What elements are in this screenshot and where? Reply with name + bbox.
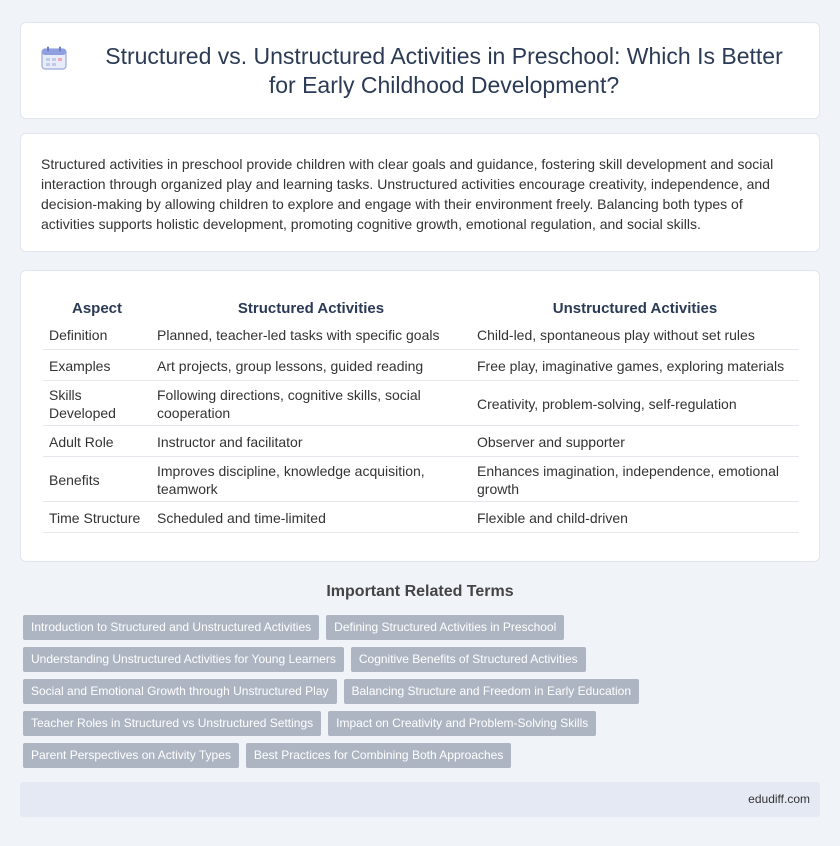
related-term-tag[interactable]: Impact on Creativity and Problem-Solving Skills — [328, 711, 596, 736]
table-cell: Planned, teacher-led tasks with specific goals — [151, 321, 471, 350]
table-cell: Creativity, problem-solving, self-regulation — [471, 383, 799, 426]
table-cell: Definition — [43, 321, 151, 350]
table-row — [43, 321, 799, 350]
related-term-tag[interactable]: Teacher Roles in Structured vs Unstructured Settings — [23, 711, 321, 736]
table-cell: Flexible and child-driven — [471, 504, 799, 533]
table-cell: Art projects, group lessons, guided reading — [151, 352, 471, 381]
table-cell: Improves discipline, knowledge acquisition, teamwork — [151, 459, 471, 502]
table-cell: Instructor and facilitator — [151, 428, 471, 457]
table-cell: Adult Role — [43, 428, 151, 457]
table-cell: Enhances imagination, independence, emotional growth — [471, 459, 799, 502]
related-term-tag[interactable]: Balancing Structure and Freedom in Early Education — [344, 679, 640, 704]
related-terms-heading: Important Related Terms — [326, 583, 514, 600]
comparison-table — [43, 295, 799, 535]
table-cell: Time Structure — [43, 504, 151, 533]
table-row — [43, 459, 799, 502]
table-cell: Following directions, cognitive skills, social cooperation — [151, 383, 471, 426]
table-row — [43, 428, 799, 457]
related-term-tag[interactable]: Understanding Unstructured Activities for Young Learners — [23, 647, 344, 672]
table-cell: Child-led, spontaneous play without set rules — [471, 321, 799, 350]
footer-site-link[interactable]: edudiff.com — [748, 792, 810, 806]
related-term-tag[interactable]: Defining Structured Activities in Preschool — [326, 615, 564, 640]
related-term-tag[interactable]: Best Practices for Combining Both Approaches — [246, 743, 511, 768]
header-unstructured: Unstructured Activities — [552, 299, 718, 317]
table-row — [43, 504, 799, 533]
related-term-tag[interactable]: Parent Perspectives on Activity Types — [23, 743, 239, 768]
title-card — [20, 22, 820, 119]
calendar-icon — [41, 46, 67, 70]
table-cell: Benefits — [43, 459, 151, 502]
table-row — [43, 352, 799, 381]
comparison-card — [20, 270, 820, 562]
header-aspect: Aspect — [71, 299, 123, 317]
table-cell: Examples — [43, 352, 151, 381]
table-row — [43, 383, 799, 426]
footer — [20, 782, 820, 817]
related-term-tag[interactable]: Introduction to Structured and Unstructured Activities — [23, 615, 319, 640]
related-term-tag[interactable]: Social and Emotional Growth through Unstructured Play — [23, 679, 337, 704]
intro-paragraph: Structured activities in preschool provide children with clear goals and guidance, fostering skill development and social interaction through organized play and learning tasks. Unstructured activities encourage creativity, independence, and decision-making by allowing children to explore and engage with their environment freely. Balancing both types of activities supports holistic development, promoting cognitive growth, emotional regulation, and social skills. — [41, 156, 774, 232]
table-cell: Free play, imaginative games, exploring materials — [471, 352, 799, 381]
related-term-tag[interactable]: Cognitive Benefits of Structured Activities — [351, 647, 586, 672]
intro-card — [20, 133, 820, 252]
table-cell: Observer and supporter — [471, 428, 799, 457]
page-title: Structured vs. Unstructured Activities in Preschool: Which Is Better for Early Childhood Development? — [105, 42, 783, 98]
related-terms-list — [23, 615, 823, 775]
table-cell: Scheduled and time-limited — [151, 504, 471, 533]
header-structured: Structured Activities — [237, 299, 385, 317]
table-cell: Skills Developed — [43, 383, 151, 426]
